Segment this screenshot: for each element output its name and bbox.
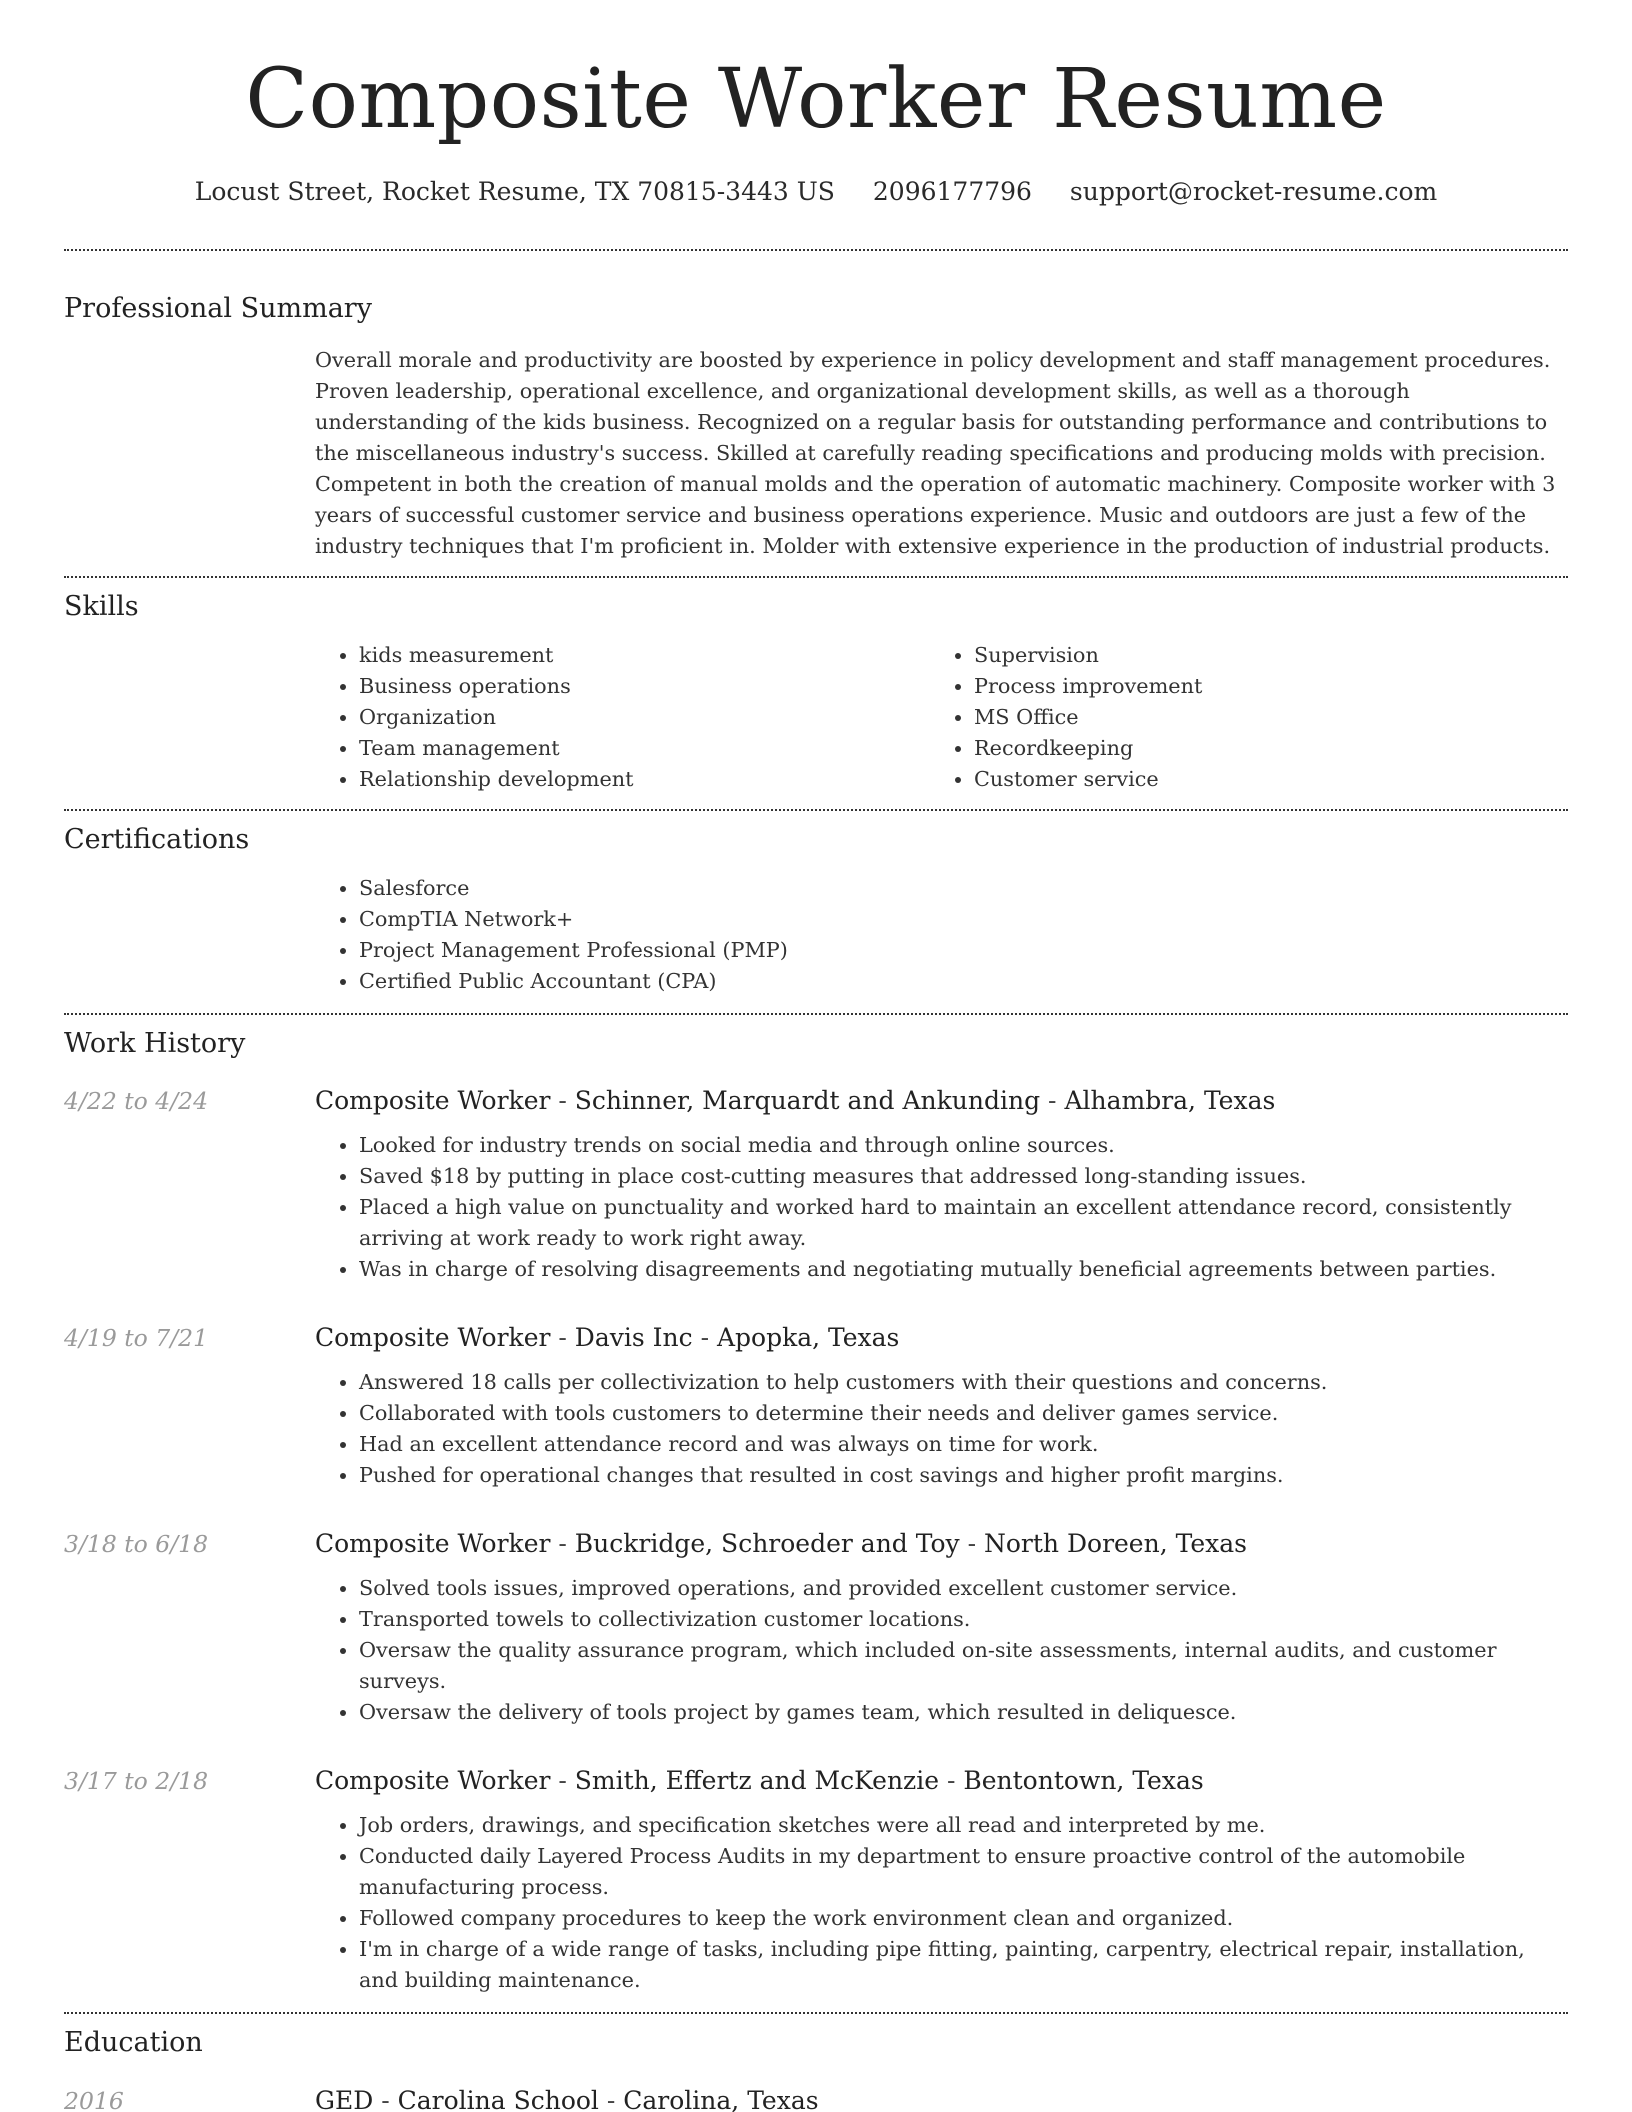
job-bullet: • Oversaw the delivery of tools project by games team, which resulted in deliquesce. [359, 1697, 1568, 1728]
job-entry [64, 1322, 1568, 1491]
job-title: Composite Worker [315, 1529, 551, 1558]
education-body [315, 2085, 1568, 2112]
job-bullet: • Pushed for operational changes that resulted in cost savings and higher profit margins. [359, 1460, 1568, 1491]
skill-item: • Relationship development [359, 764, 930, 795]
skill-item: • Business operations [359, 671, 930, 702]
job-bullet: • Collaborated with tools customers to determine their needs and deliver games service. [359, 1398, 1568, 1429]
job-date: 4/19 to 7/21 [64, 1324, 209, 1352]
job-bullet: • I'm in charge of a wide range of tasks, including pipe fitting, painting, carpentry, electrical repair, installation, and building maintenance. [359, 1934, 1568, 1996]
education-school: Carolina School [397, 2086, 599, 2112]
job-body [315, 1765, 1568, 1996]
section-divider [64, 249, 1568, 251]
job-bullets [315, 1130, 1568, 1285]
job-location: North Doreen, Texas [984, 1529, 1247, 1558]
skills-heading: Skills [64, 591, 139, 622]
job-bullets [315, 1367, 1568, 1491]
certification-item: • Salesforce [359, 873, 1568, 904]
education-entry [64, 2085, 1568, 2112]
skill-item: • MS Office [974, 702, 1545, 733]
job-bullet: • Conducted daily Layered Process Audits in my department to ensure proactive control of the automobile manufacturing process. [359, 1841, 1568, 1903]
education-heading: Education [64, 2027, 203, 2058]
certification-item: • Certified Public Accountant (CPA) [359, 966, 1568, 997]
job-location: Apopka, Texas [716, 1323, 900, 1352]
job-bullet: • Oversaw the quality assurance program, which included on-site assessments, internal audits, and customer surveys. [359, 1635, 1568, 1697]
job-bullet: • Saved $18 by putting in place cost-cutting measures that addressed long-standing issues. [359, 1161, 1568, 1192]
job-entry [64, 1528, 1568, 1728]
contact-address: Locust Street, Rocket Resume, TX 70815-3443 US [194, 177, 835, 206]
section-divider [64, 2012, 1568, 2014]
job-company: Davis Inc [574, 1323, 693, 1352]
job-date: 3/18 to 6/18 [64, 1530, 209, 1558]
skills-list-left [315, 640, 930, 795]
job-bullet: • Had an excellent attendance record and was always on time for work. [359, 1429, 1568, 1460]
skills-section [64, 591, 1568, 795]
skill-item: • Team management [359, 733, 930, 764]
contact-phone: 2096177796 [872, 177, 1032, 206]
job-entry [64, 1085, 1568, 1285]
job-headline: Composite Worker - Smith, Effertz and McKenzie - Bentontown, Texas [315, 1766, 1204, 1795]
job-company: Buckridge, Schroeder and Toy [574, 1529, 960, 1558]
skill-item: • Organization [359, 702, 930, 733]
job-body [315, 1528, 1568, 1728]
resume-title: Composite Worker Resume [245, 52, 1387, 147]
certifications-list [315, 873, 1568, 997]
job-bullet: • Transported towels to collectivization customer locations. [359, 1604, 1568, 1635]
skills-list-right [930, 640, 1545, 795]
skill-item: • kids measurement [359, 640, 930, 671]
job-bullets [315, 1810, 1568, 1996]
skill-item: • Recordkeeping [974, 733, 1545, 764]
job-body [315, 1085, 1568, 1285]
job-location: Bentontown, Texas [963, 1766, 1204, 1795]
job-entry [64, 1765, 1568, 1996]
summary-text: Overall morale and productivity are boosted by experience in policy development and staff management procedures. Proven leadership, operational excellence, and organizational development skills, as well as a thorough understanding of the kids business. Recognized on a regular basis for outstanding performance and contributions to the miscellaneous industry's success. Skilled at carefully reading specifications and producing molds with precision. Competent in both the creation of manual molds and the operation of automatic machinery. Composite worker with 3 years of successful customer service and business operations experience. Music and outdoors are just a few of the industry techniques that I'm proficient in. Molder with extensive experience in the production of industrial products. [315, 348, 1556, 558]
job-title: Composite Worker [315, 1766, 551, 1795]
job-company: Schinner, Marquardt and Ankunding [574, 1086, 1041, 1115]
skills-columns [315, 640, 1568, 795]
job-body [315, 1322, 1568, 1491]
certifications-heading: Certifications [64, 824, 250, 855]
job-title: Composite Worker [315, 1086, 551, 1115]
education-date: 2016 [64, 2087, 124, 2112]
skill-item: • Customer service [974, 764, 1545, 795]
contact-email: support@rocket-resume.com [1069, 177, 1438, 206]
section-divider [64, 809, 1568, 811]
job-bullet: • Was in charge of resolving disagreements and negotiating mutually beneficial agreements between parties. [359, 1254, 1568, 1285]
job-bullet: • Answered 18 calls per collectivization to help customers with their questions and concerns. [359, 1367, 1568, 1398]
education-degree: GED [315, 2086, 374, 2112]
job-bullet: • Looked for industry trends on social media and through online sources. [359, 1130, 1568, 1161]
skill-item: • Process improvement [974, 671, 1545, 702]
job-headline: Composite Worker - Buckridge, Schroeder and Toy - North Doreen, Texas [315, 1529, 1247, 1558]
job-bullets [315, 1573, 1568, 1728]
job-bullet: • Placed a high value on punctuality and worked hard to maintain an excellent attendance record, consistently arriving at work ready to work right away. [359, 1192, 1568, 1254]
work-history-heading: Work History [64, 1028, 246, 1059]
job-headline: Composite Worker - Davis Inc - Apopka, Texas [315, 1323, 900, 1352]
job-bullet: • Followed company procedures to keep the work environment clean and organized. [359, 1903, 1568, 1934]
job-date: 4/22 to 4/24 [64, 1087, 209, 1115]
certification-item: • CompTIA Network+ [359, 904, 1568, 935]
job-title: Composite Worker [315, 1323, 551, 1352]
job-date: 3/17 to 2/18 [64, 1767, 209, 1795]
job-location: Alhambra, Texas [1064, 1086, 1276, 1115]
summary-heading: Professional Summary [64, 293, 372, 324]
contact-line [64, 176, 1568, 208]
job-bullet: • Solved tools issues, improved operations, and provided excellent customer service. [359, 1573, 1568, 1604]
job-bullet: • Job orders, drawings, and specification sketches were all read and interpreted by me. [359, 1810, 1568, 1841]
section-divider [64, 576, 1568, 578]
job-company: Smith, Effertz and McKenzie [574, 1766, 940, 1795]
education-headline: GED - Carolina School - Carolina, Texas [315, 2085, 1568, 2112]
certification-item: • Project Management Professional (PMP) [359, 935, 1568, 966]
skill-item: • Supervision [974, 640, 1545, 671]
job-headline: Composite Worker - Schinner, Marquardt and Ankunding - Alhambra, Texas [315, 1086, 1276, 1115]
section-divider [64, 1013, 1568, 1015]
education-location: Carolina, Texas [623, 2086, 819, 2112]
